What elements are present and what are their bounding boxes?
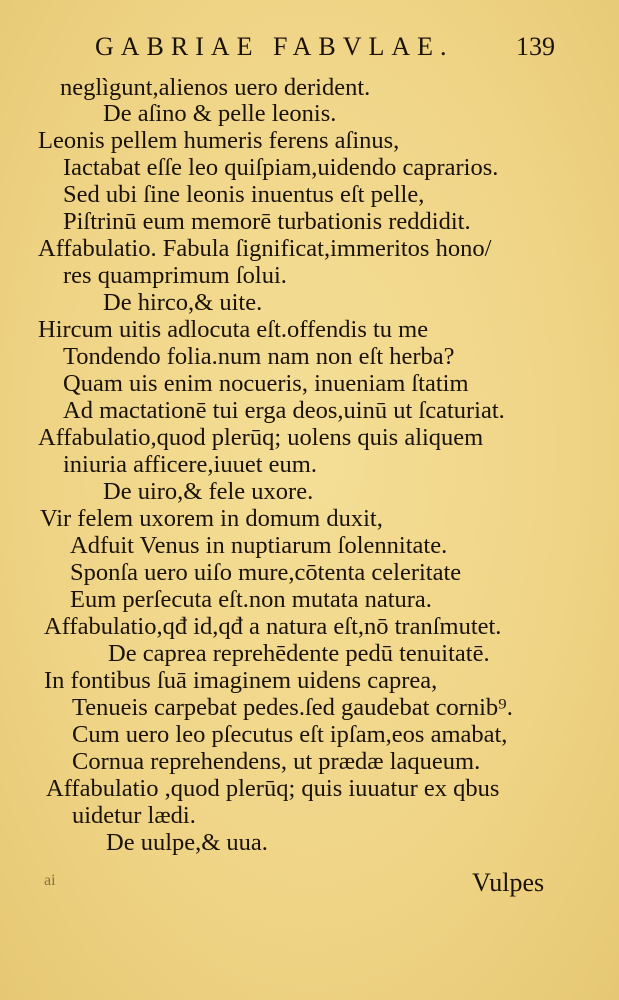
fable-title: De uiro,& fele uxore. (103, 478, 314, 505)
catchword: Vulpes (472, 868, 545, 897)
text-line: Cum uero leo pſecutus eſt ipſam,eos amabat, (72, 721, 508, 748)
text-line: Tondendo folia.num nam non eſt herba? (63, 343, 455, 370)
text-line: Sed ubi ſine leonis inuentus eſt pelle, (63, 181, 425, 208)
text-line: Hircum uitis adlocuta eſt.offendis tu me (38, 316, 429, 343)
text-line: Piſtrinū eum memorē turbationis reddidit. (63, 208, 471, 235)
text-line: Affabulatio,quod plerūq; uolens quis aliquem (38, 424, 484, 451)
text-line: Iactabat eſſe leo quiſpiam,uidendo caprarios. (63, 154, 499, 181)
fable-title: De uulpe,& uua. (106, 829, 268, 856)
page-number: 139 (516, 32, 555, 61)
text-line: Eum perſecuta eſt.non mutata natura. (70, 586, 432, 613)
text-line: iniuria afficere,iuuet eum. (63, 451, 317, 478)
text-line: Affabulatio ,quod plerūq; quis iuuatur ex qbus (46, 775, 500, 802)
text-line: In fontibus ſuā imaginem uidens caprea, (44, 667, 438, 694)
text-line: neglìgunt,alienos uero derident. (60, 74, 371, 101)
fable-title: De caprea reprehēdente pedū tenuitatē. (108, 640, 490, 667)
text-line: Vir felem uxorem in domum duxit, (40, 505, 383, 532)
running-head: GABRIAE FABVLAE. (95, 32, 454, 61)
page-header (95, 32, 555, 68)
text-line: Affabulatio,qđ id,qđ a natura eſt,nō tranſmutet. (44, 613, 502, 640)
text-line: Cornua reprehendens, ut prædæ laqueum. (72, 748, 481, 775)
text-line: res quamprimum ſolui. (63, 262, 287, 289)
text-line: Adfuit Venus in nuptiarum ſolennitate. (70, 532, 448, 559)
text-line: Quam uis enim nocueris, inueniam ſtatim (63, 370, 469, 397)
fable-title: De hirco,& uite. (103, 289, 263, 316)
text-line: Sponſa uero uiſo mure,cōtenta celeritate (70, 559, 462, 586)
text-line: Tenueis carpebat pedes.ſed gaudebat cornib⁹. (72, 694, 513, 721)
text-line: uidetur lædi. (72, 802, 196, 829)
text-line: Affabulatio. Fabula ſignificat,immeritos hono/ (38, 235, 492, 262)
signature-mark: ai (44, 872, 56, 889)
text-line: Ad mactationē tui erga deos,uinū ut ſcaturiat. (63, 397, 505, 424)
text-line: Leonis pellem humeris ferens aſinus, (38, 127, 400, 154)
fable-title: De aſino & pelle leonis. (103, 100, 337, 127)
